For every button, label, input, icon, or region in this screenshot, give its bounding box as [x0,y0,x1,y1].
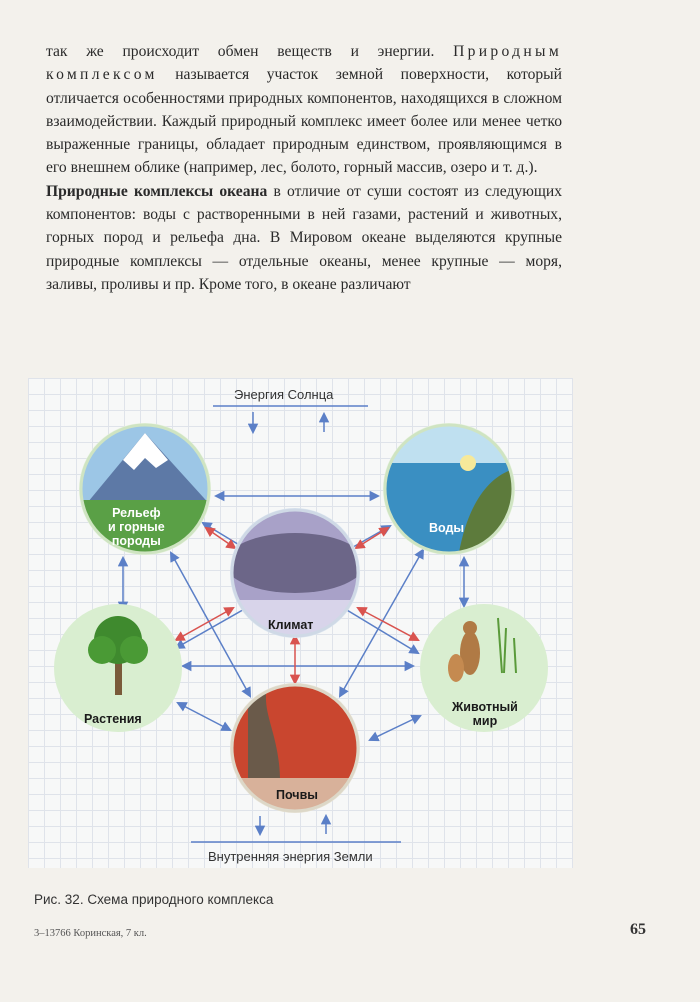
animals-label: Животный мир [452,700,518,728]
relief-label: Рельеф и горные породы [108,506,165,548]
soil-label: Почвы [276,788,318,802]
climate-label: Климат [268,618,314,632]
figure-caption: Рис. 32. Схема природного комплекса [34,892,274,907]
paragraph-1 [46,40,562,180]
p1-start: так же происходит обмен веществ и энергии. [46,43,454,60]
earth-energy-label: Внутренняя энергия Земли [208,849,373,864]
water-node [383,423,518,558]
p1-term: Природным комплексом [46,43,562,84]
p2-term: Природные комплексы океана [46,182,268,200]
water-label: Воды [429,521,465,535]
paragraph-2 [46,180,562,296]
page-number: 65 [630,921,646,938]
p2-rest: в отличие от суши состоят из следующих компонентов: воды с растворенными в ней газами, растений и животных, горных пород и рельефа дна. В Мировом океане выделяются крупные природные комплексы — отдельные океаны, менее крупные — моря, заливы, проливы и пр. Кроме того, в океане различают [46,182,562,293]
plants-label: Растения [84,712,142,726]
body-text [46,40,562,296]
sun-energy-label: Энергия Солнца [234,387,334,402]
p1-rest: называется участок земной поверхности, который отличается особенностями природных компонентов, находящихся в сложном взаимодействии. Каждый природный комплекс имеет более или менее четко выраженные границы, обладает природным единством, проявляющимся в его внешнем облике (например, лес, болото, горный массив, озеро и т. д.). [46,66,562,177]
natural-complex-diagram [28,378,573,868]
imprint: 3–13766 Коринская, 7 кл. [34,928,147,939]
